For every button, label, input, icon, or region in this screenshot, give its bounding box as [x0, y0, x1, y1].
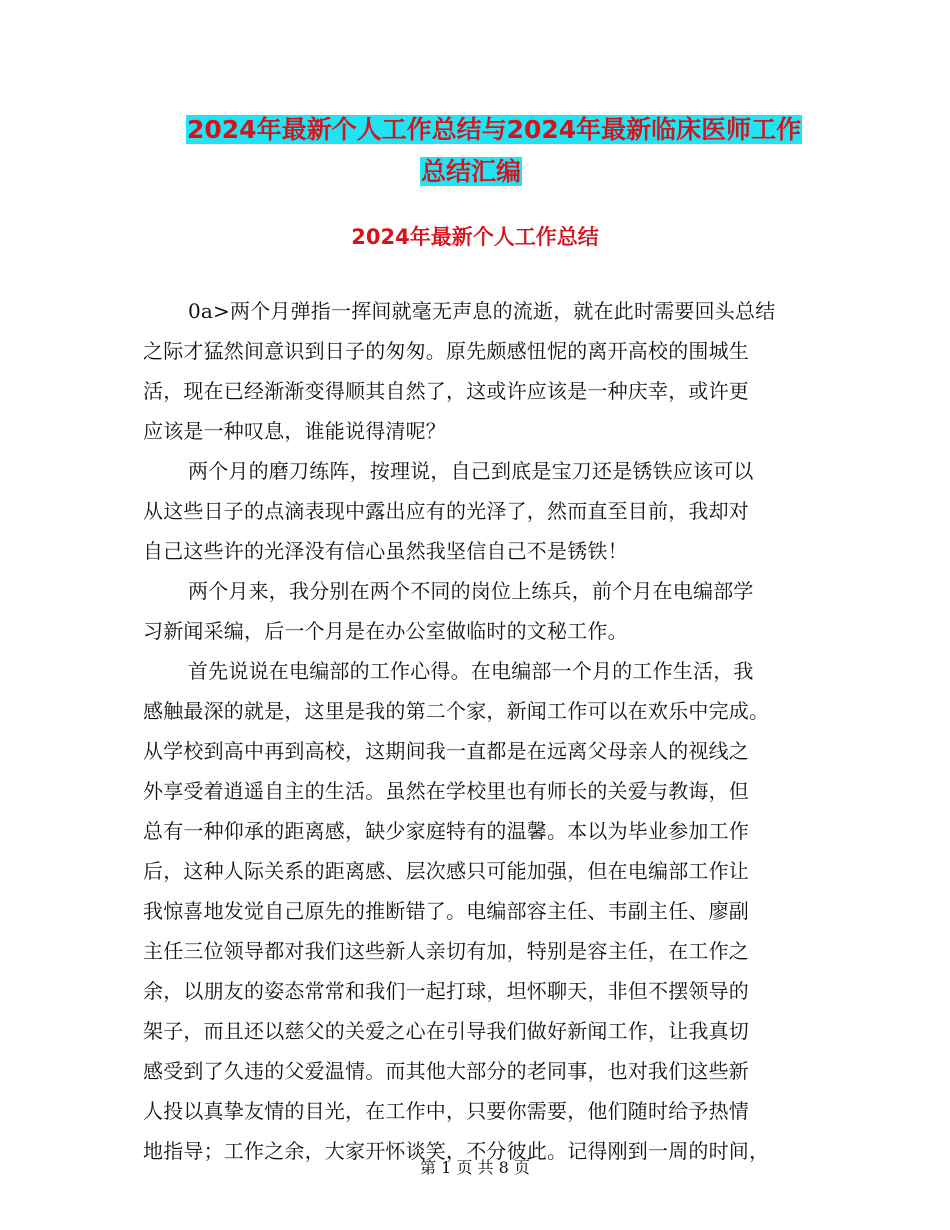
document-title-line-1: [186, 112, 802, 148]
page-footer: 第 1 页 共 8 页: [420, 1158, 530, 1177]
body-line: 自己这些许的光泽没有信心虽然我坚信自己不是锈铁！: [143, 539, 628, 563]
body-line: 架子，而且还以慈父的关爱之心在引导我们做好新闻工作，让我真切: [143, 1019, 749, 1043]
title-highlight: 2024年最新个人工作总结与2024年最新临床医师工作: [187, 115, 802, 144]
body-line: 后，这种人际关系的距离感、层次感只可能加强，但在电编部工作让: [143, 859, 749, 883]
body-line: 人投以真挚友情的目光，在工作中，只要你需要，他们随时给予热情: [143, 1099, 749, 1123]
section-heading: 2024年最新个人工作总结: [351, 225, 599, 249]
body-line: 首先说说在电编部的工作心得。在电编部一个月的工作生活，我: [188, 659, 754, 683]
body-line: 余，以朋友的姿态常常和我们一起打球，坦怀聊天，非但不摆领导的: [143, 979, 749, 1003]
body-line: 活，现在已经渐渐变得顺其自然了，这或许应该是一种庆幸，或许更: [143, 379, 749, 403]
document-title-line-2: [420, 154, 522, 190]
body-line: 感受到了久违的父爱温情。而其他大部分的老同事，也对我们这些新: [143, 1059, 749, 1083]
body-line: 地指导；工作之余，大家开怀谈笑，不分彼此。记得刚到一周的时间，: [143, 1139, 770, 1163]
body-line: 总有一种仰承的距离感，缺少家庭特有的温馨。本以为毕业参加工作: [143, 819, 749, 843]
body-line: 应该是一种叹息，谁能说得清呢？: [143, 419, 446, 443]
body-line: 感触最深的就是，这里是我的第二个家，新闻工作可以在欢乐中完成。: [143, 699, 770, 723]
body-line: 习新闻采编，后一个月是在办公室做临时的文秘工作。: [143, 619, 628, 643]
body-line: 两个月来，我分别在两个不同的岗位上练兵，前个月在电编部学: [188, 579, 754, 603]
body-line: 从学校到高中再到高校，这期间我一直都是在远离父母亲人的视线之: [143, 739, 749, 763]
body-line: 主任三位领导都对我们这些新人亲切有加，特别是容主任，在工作之: [143, 939, 749, 963]
title-highlight: 总结汇编: [421, 157, 522, 186]
body-line: 0a>两个月弹指一挥间就毫无声息的流逝，就在此时需要回头总结: [188, 299, 776, 323]
body-line: 外享受着逍遥自主的生活。虽然在学校里也有师长的关爱与教诲，但: [143, 779, 749, 803]
body-line: 两个月的磨刀练阵，按理说，自己到底是宝刀还是锈铁应该可以: [188, 459, 754, 483]
body-line: 之际才猛然间意识到日子的匆匆。原先颇感忸怩的离开高校的围城生: [143, 339, 749, 363]
body-line: 我惊喜地发觉自己原先的推断错了。电编部容主任、韦副主任、廖副: [143, 899, 749, 923]
body-line: 从这些日子的点滴表现中露出应有的光泽了，然而直至目前，我却对: [143, 499, 749, 523]
